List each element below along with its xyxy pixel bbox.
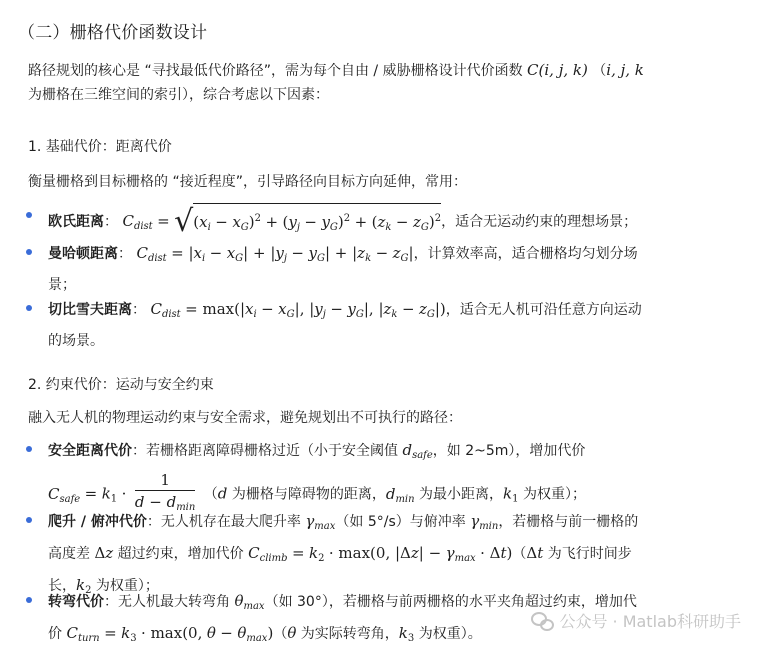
bullet-dot (26, 446, 32, 452)
item-label: 转弯代价 (48, 594, 104, 610)
item-label: 欧氏距离 (48, 214, 104, 230)
intro-line2: 为栅格在三维空间的索引），综合考虑以下因素： (28, 87, 329, 103)
item-label: 曼哈顿距离 (48, 246, 118, 262)
list-item-safety: 安全距离代价：若栅格距离障碍栅格过近（小于安全阈值 $d_{safe}$，如 2~5m），增加代价 $C_{safe} = k_1$ · $\frac{1}{d - d_{min}}$ （d 为栅格与障碍物的距离，$d_{min}$ 为最小距离，$k_1$ 为权重）； (26, 437, 726, 518)
intro-line1-pre: 路径规划的核心是 “寻找最低代价路径”，需为每个自由 / 威胁栅格设计代价函数 (28, 63, 528, 79)
section1-desc: 衡量栅格到目标栅格的 “接近程度”，引导路径向目标方向延伸，常用： (28, 174, 467, 190)
section2-title: 2. 约束代价：运动与安全约束 (28, 377, 214, 393)
list-item-manhattan: 曼哈顿距离： $C_{dist} = |x_i - x_G| + |y_j - y_G| + |z_k - z_G|$，计算效率高，适合栅格均匀划分场 景； (26, 240, 726, 298)
item-label: 切比雪夫距离 (48, 302, 132, 318)
sqrt-formula: $√(x_i - x_G)^2 + (y_j - y_G)^2 + (z_k - z_G)^2$ (174, 204, 442, 239)
watermark (531, 609, 741, 632)
list-item-euclidean: 欧氏距离： $C_{dist} = √(x_i - x_G)^2 + (y_j - y_G)^2 + (z_k - z_G)^2$，适合无运动约束的理想场景； (26, 203, 726, 241)
bullet-dot (26, 212, 32, 218)
intro-formula: C(i, j, k) (527, 61, 588, 79)
list-item-chebyshev: 切比雪夫距离： $C_{dist} = \max(|x_i - x_G|$, $|y_j - y_G|$, $|z_k - z_G|$)，适合无人机可沿任意方向运动 的场景。 (26, 296, 726, 354)
intro-line1-post: （ (592, 63, 607, 79)
bullet-dot (26, 249, 32, 255)
wechat-icon (531, 612, 553, 630)
list-item-climb: 爬升 / 俯冲代价：无人机存在最大爬升率 $\gamma_{max}$（如 5°/s）与俯冲率 $\gamma_{min}$，若栅格与前一栅格的 高度差 Δz 超过约束，增加代价 $C_{climb} = k_2 \cdot \max(0$, $|\Delta z| - \gamma_{max} \cdot \Delta t)(\Delta t$ 为飞行时间步 长，$k_2$ 为权重）； (26, 508, 726, 604)
section2-desc: 融入无人机的物理运动约束与安全需求，避免规划出不可执行的路径： (28, 410, 462, 426)
bullet-dot (26, 597, 32, 603)
fraction: $\frac{1}{d - d_{min}}$ (134, 471, 196, 513)
intro-vars: i, j, k (606, 61, 644, 79)
bullet-dot (26, 305, 32, 311)
section1-title: 1. 基础代价：距离代价 (28, 139, 172, 155)
watermark-text: 公众号 · Matlab科研助手 (559, 612, 741, 631)
item-label: 爬升 / 俯冲代价 (48, 514, 147, 530)
list-item-turn: 转弯代价：无人机最大转弯角 $\theta_{max}$（如 30°），若栅格与前两栅格的水平夹角超过约束，增加代 价 $C_{turn} = k_3 \cdot \max(0$, $\theta - \theta_{max})(\theta$ 为实际转弯角，$k_3$ 为权重）。 (26, 588, 726, 652)
section-heading: （二）栅格代价函数设计 (18, 23, 208, 43)
item-label: 安全距离代价 (48, 443, 132, 459)
intro-paragraph (28, 58, 738, 107)
bullet-dot (26, 517, 32, 523)
